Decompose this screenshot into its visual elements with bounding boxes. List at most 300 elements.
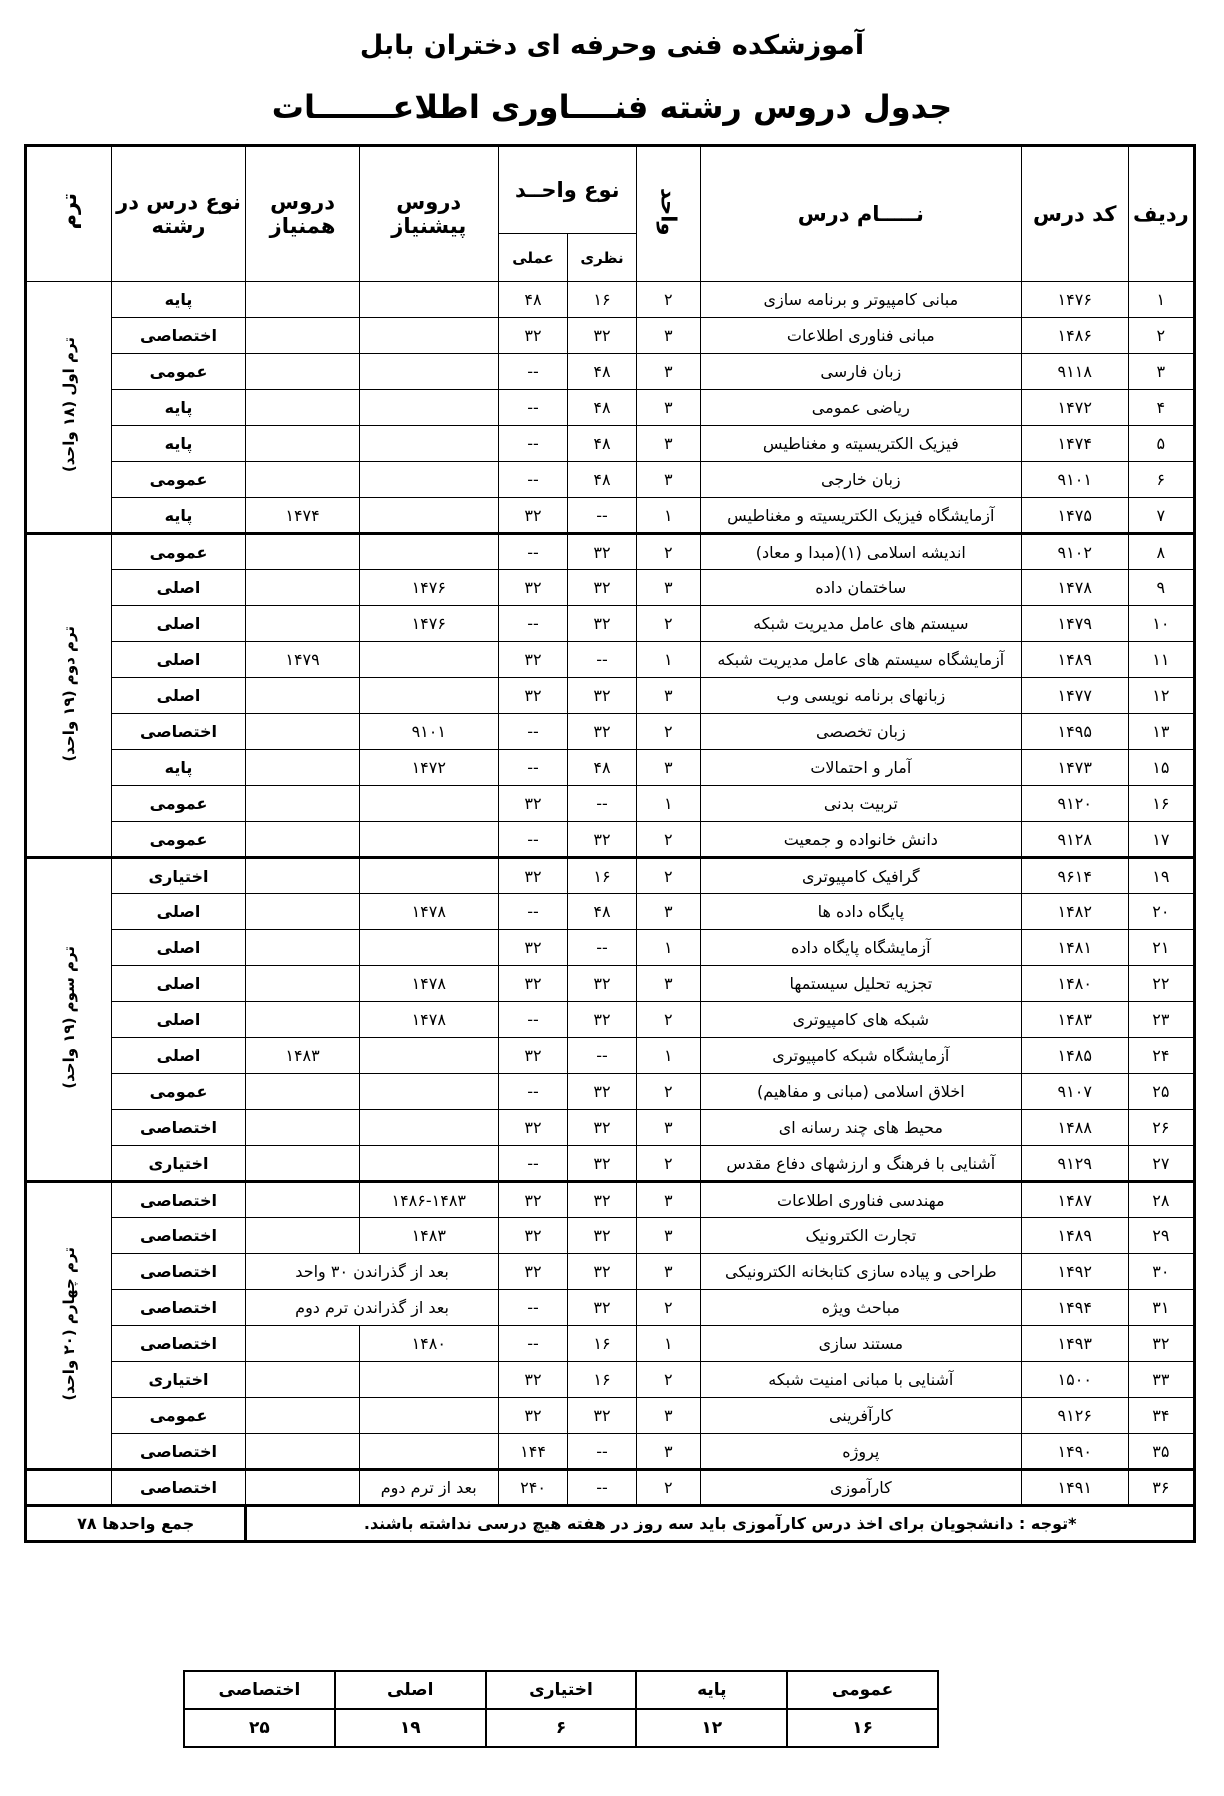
course-table: [24, 144, 1196, 1543]
course-code: ۱۴۸۹: [1021, 642, 1128, 678]
coreq-codes: [246, 426, 359, 462]
table-row: [26, 1398, 1195, 1434]
course-type: اصلی: [111, 678, 246, 714]
coreq-codes: [246, 1326, 359, 1362]
theory-hours: ۳۲: [568, 966, 636, 1002]
header-unit-type: نوع واحــد: [498, 146, 636, 234]
coreq-codes: [246, 318, 359, 354]
course-units: ۲: [636, 714, 700, 750]
course-code: ۹۱۲۶: [1021, 1398, 1128, 1434]
practical-hours: --: [498, 462, 568, 498]
row-number: ۱۳: [1128, 714, 1194, 750]
table-row: [26, 930, 1195, 966]
table-row: [26, 1038, 1195, 1074]
course-code: ۱۴۹۲: [1021, 1254, 1128, 1290]
course-name: آزمایشگاه شبکه کامپیوتری: [700, 1038, 1021, 1074]
course-code: ۱۴۸۸: [1021, 1110, 1128, 1146]
course-name: دانش خانواده و جمعیت: [700, 822, 1021, 858]
course-type: اصلی: [111, 642, 246, 678]
summary-value-specialized: ۲۵: [184, 1709, 335, 1747]
theory-hours: ۳۲: [568, 822, 636, 858]
table-row: [26, 570, 1195, 606]
course-type: اصلی: [111, 894, 246, 930]
course-name: پروژه: [700, 1434, 1021, 1470]
course-units: ۳: [636, 354, 700, 390]
header-practical: عملی: [498, 234, 568, 282]
course-type: اختصاصی: [111, 1110, 246, 1146]
term-label: ترم سوم (۱۹ واحد): [59, 946, 78, 1089]
row-number: ۱۰: [1128, 606, 1194, 642]
summary-header-general: عمومی: [787, 1671, 938, 1709]
prereq-codes: [359, 462, 498, 498]
practical-hours: ۴۸: [498, 282, 568, 318]
prereq-codes: [359, 1038, 498, 1074]
prereq-codes: [359, 282, 498, 318]
row-number: ۲۰: [1128, 894, 1194, 930]
row-number: ۲۱: [1128, 930, 1194, 966]
course-units: ۳: [636, 1182, 700, 1218]
course-name: زبان خارجی: [700, 462, 1021, 498]
header-coreq: دروس همنیاز: [246, 146, 359, 282]
course-code: ۱۴۹۳: [1021, 1326, 1128, 1362]
course-type: اصلی: [111, 930, 246, 966]
theory-hours: --: [568, 1038, 636, 1074]
internship-note: *توجه : دانشجویان برای اخذ درس کارآموزی باید سه روز در هفته هیچ درسی نداشته باشند.: [246, 1506, 1195, 1542]
practical-hours: ۱۴۴: [498, 1434, 568, 1470]
theory-hours: --: [568, 786, 636, 822]
course-type: اختصاصی: [111, 1254, 246, 1290]
theory-hours: ۱۶: [568, 282, 636, 318]
course-name: تجارت الکترونیک: [700, 1218, 1021, 1254]
prereq-codes: بعد از ترم دوم: [359, 1470, 498, 1506]
prereq-codes: [359, 1074, 498, 1110]
prereq-codes: ۱۴۷۸: [359, 894, 498, 930]
course-type: عمومی: [111, 822, 246, 858]
row-number: ۸: [1128, 534, 1194, 570]
course-name: مهندسی فناوری اطلاعات: [700, 1182, 1021, 1218]
course-code: ۱۴۷۴: [1021, 426, 1128, 462]
term-label-cell: [26, 1470, 112, 1506]
course-code: ۱۴۸۲: [1021, 894, 1128, 930]
row-number: ۲۸: [1128, 1182, 1194, 1218]
course-code: ۱۵۰۰: [1021, 1362, 1128, 1398]
theory-hours: ۳۲: [568, 606, 636, 642]
course-type: عمومی: [111, 462, 246, 498]
course-name: مستند سازی: [700, 1326, 1021, 1362]
theory-hours: ۱۶: [568, 1362, 636, 1398]
coreq-codes: [246, 1110, 359, 1146]
table-row: [26, 1146, 1195, 1182]
prereq-codes: [359, 354, 498, 390]
coreq-codes: [246, 714, 359, 750]
prereq-codes: ۱۴۷۶: [359, 570, 498, 606]
course-code: ۱۴۷۹: [1021, 606, 1128, 642]
coreq-codes: [246, 606, 359, 642]
header-units-text: واحد: [656, 187, 681, 236]
coreq-codes: [246, 930, 359, 966]
prereq-codes: ۱۴۷۸: [359, 1002, 498, 1038]
practical-hours: --: [498, 390, 568, 426]
page-title: جدول دروس رشته فنــــاوری اطلاعـــــــات: [271, 88, 953, 126]
theory-hours: --: [568, 498, 636, 534]
prereq-codes: [359, 1146, 498, 1182]
practical-hours: ۳۲: [498, 498, 568, 534]
coreq-codes: [246, 570, 359, 606]
summary-header-elective: اختیاری: [486, 1671, 637, 1709]
table-row: [26, 714, 1195, 750]
course-name: تربیت بدنی: [700, 786, 1021, 822]
row-number: ۳: [1128, 354, 1194, 390]
table-row: [26, 1290, 1195, 1326]
course-code: ۹۱۰۲: [1021, 534, 1128, 570]
coreq-codes: [246, 1146, 359, 1182]
course-units: ۳: [636, 462, 700, 498]
theory-hours: ۳۲: [568, 1002, 636, 1038]
course-type: اختصاصی: [111, 1182, 246, 1218]
practical-hours: ۳۲: [498, 1110, 568, 1146]
practical-hours: ۳۲: [498, 858, 568, 894]
practical-hours: ۳۲: [498, 1218, 568, 1254]
course-name: محیط های چند رسانه ای: [700, 1110, 1021, 1146]
prereq-codes: [359, 318, 498, 354]
course-units: ۲: [636, 1002, 700, 1038]
practical-hours: --: [498, 1146, 568, 1182]
course-name: زبانهای برنامه نویسی وب: [700, 678, 1021, 714]
practical-hours: ۳۲: [498, 1362, 568, 1398]
course-type: اصلی: [111, 606, 246, 642]
term-label-cell: [26, 534, 112, 858]
table-row: [26, 786, 1195, 822]
practical-hours: --: [498, 354, 568, 390]
table-row: [26, 318, 1195, 354]
practical-hours: ۳۲: [498, 1182, 568, 1218]
prereq-codes: [359, 1398, 498, 1434]
table-row: [26, 1110, 1195, 1146]
header-term-text: ترم: [56, 193, 81, 230]
course-name: آزمایشگاه فیزیک الکتریسیته و مغناطیس: [700, 498, 1021, 534]
course-type: اصلی: [111, 570, 246, 606]
practical-hours: --: [498, 714, 568, 750]
summary-header-main: اصلی: [335, 1671, 486, 1709]
header-term: [26, 146, 112, 282]
coreq-codes: [246, 786, 359, 822]
course-name: آشنایی با فرهنگ و ارزشهای دفاع مقدس: [700, 1146, 1021, 1182]
course-code: ۱۴۹۵: [1021, 714, 1128, 750]
prereq-codes: [359, 642, 498, 678]
row-number: ۲۳: [1128, 1002, 1194, 1038]
course-code: ۱۴۸۷: [1021, 1182, 1128, 1218]
table-row: [26, 678, 1195, 714]
table-row: [26, 390, 1195, 426]
course-type: عمومی: [111, 1398, 246, 1434]
practical-hours: ۳۲: [498, 1038, 568, 1074]
course-units: ۳: [636, 1254, 700, 1290]
course-name: اخلاق اسلامی (مبانی و مفاهیم): [700, 1074, 1021, 1110]
course-type: عمومی: [111, 354, 246, 390]
course-units: ۲: [636, 822, 700, 858]
course-units: ۳: [636, 570, 700, 606]
row-number: ۳۳: [1128, 1362, 1194, 1398]
row-number: ۱۲: [1128, 678, 1194, 714]
row-number: ۲۵: [1128, 1074, 1194, 1110]
course-units: ۲: [636, 282, 700, 318]
prereq-codes: [359, 498, 498, 534]
course-body: [26, 282, 1195, 1506]
course-code: ۱۴۹۴: [1021, 1290, 1128, 1326]
table-row: [26, 282, 1195, 318]
course-name: آزمایشگاه سیستم های عامل مدیریت شبکه: [700, 642, 1021, 678]
course-type: پایه: [111, 426, 246, 462]
course-name: کارآموزی: [700, 1470, 1021, 1506]
prereq-codes: [359, 822, 498, 858]
course-units: ۳: [636, 894, 700, 930]
course-type: اختیاری: [111, 858, 246, 894]
row-number: ۳۶: [1128, 1470, 1194, 1506]
coreq-codes: ۱۴۷۴: [246, 498, 359, 534]
table-row: [26, 462, 1195, 498]
practical-hours: --: [498, 1074, 568, 1110]
prereq-codes: ۱۴۷۶: [359, 606, 498, 642]
theory-hours: ۳۲: [568, 714, 636, 750]
coreq-codes: [246, 1434, 359, 1470]
theory-hours: ۳۲: [568, 1074, 636, 1110]
course-type: عمومی: [111, 1074, 246, 1110]
row-number: ۳۵: [1128, 1434, 1194, 1470]
course-type: پایه: [111, 282, 246, 318]
term-label-cell: [26, 282, 112, 534]
table-row: [26, 1470, 1195, 1506]
course-code: ۹۱۰۱: [1021, 462, 1128, 498]
term-label-cell: [26, 1182, 112, 1470]
header-units: [636, 146, 700, 282]
prereq-codes: [359, 1434, 498, 1470]
practical-hours: ۳۲: [498, 786, 568, 822]
table-row: [26, 534, 1195, 570]
theory-hours: ۴۸: [568, 462, 636, 498]
course-name: سیستم های عامل مدیریت شبکه: [700, 606, 1021, 642]
course-name: مباحث ویژه: [700, 1290, 1021, 1326]
course-units: ۳: [636, 678, 700, 714]
course-code: ۱۴۷۶: [1021, 282, 1128, 318]
coreq-codes: [246, 750, 359, 786]
row-number: ۳۰: [1128, 1254, 1194, 1290]
theory-hours: ۳۲: [568, 1254, 636, 1290]
table-row: [26, 1218, 1195, 1254]
coreq-codes: [246, 1002, 359, 1038]
prereq-codes: [359, 426, 498, 462]
course-units: ۲: [636, 1362, 700, 1398]
prereq-codes: [359, 1362, 498, 1398]
prereq-note: بعد از گذراندن ترم دوم: [246, 1290, 498, 1326]
theory-hours: --: [568, 1470, 636, 1506]
course-type: اختصاصی: [111, 714, 246, 750]
row-number: ۲۷: [1128, 1146, 1194, 1182]
theory-hours: ۳۲: [568, 1218, 636, 1254]
course-type: عمومی: [111, 534, 246, 570]
coreq-codes: [246, 462, 359, 498]
theory-hours: ۳۲: [568, 1398, 636, 1434]
row-number: ۱۶: [1128, 786, 1194, 822]
course-type: اختصاصی: [111, 1470, 246, 1506]
course-code: ۱۴۸۳: [1021, 1002, 1128, 1038]
practical-hours: ۳۲: [498, 318, 568, 354]
row-number: ۵: [1128, 426, 1194, 462]
coreq-codes: [246, 390, 359, 426]
row-number: ۲۲: [1128, 966, 1194, 1002]
course-name: پایگاه داده ها: [700, 894, 1021, 930]
row-number: ۲۹: [1128, 1218, 1194, 1254]
practical-hours: --: [498, 426, 568, 462]
table-row: [26, 1362, 1195, 1398]
prereq-codes: [359, 390, 498, 426]
coreq-codes: [246, 354, 359, 390]
prereq-codes: ۹۱۰۱: [359, 714, 498, 750]
prereq-note: بعد از گذراندن ۳۰ واحد: [246, 1254, 498, 1290]
prereq-codes: ۱۴۸۳: [359, 1218, 498, 1254]
course-units: ۱: [636, 1038, 700, 1074]
header-theory: نظری: [568, 234, 636, 282]
coreq-codes: [246, 894, 359, 930]
row-number: ۴: [1128, 390, 1194, 426]
practical-hours: ۳۲: [498, 930, 568, 966]
theory-hours: ۳۲: [568, 1182, 636, 1218]
course-units: ۳: [636, 750, 700, 786]
term-label-cell: [26, 858, 112, 1182]
theory-hours: ۳۲: [568, 534, 636, 570]
course-code: ۱۴۸۵: [1021, 1038, 1128, 1074]
practical-hours: --: [498, 606, 568, 642]
practical-hours: ۳۲: [498, 1398, 568, 1434]
row-number: ۱۹: [1128, 858, 1194, 894]
course-code: ۹۱۰۷: [1021, 1074, 1128, 1110]
table-row: [26, 894, 1195, 930]
course-type: اختیاری: [111, 1362, 246, 1398]
course-name: مبانی کامپیوتر و برنامه سازی: [700, 282, 1021, 318]
course-type: اختصاصی: [111, 1326, 246, 1362]
school-title: آموزشکده فنی وحرفه ای دختران بابل: [359, 30, 865, 61]
header-code: کد درس: [1021, 146, 1128, 282]
coreq-codes: [246, 534, 359, 570]
course-name: ساختمان داده: [700, 570, 1021, 606]
practical-hours: --: [498, 1326, 568, 1362]
theory-hours: ۴۸: [568, 894, 636, 930]
theory-hours: --: [568, 642, 636, 678]
total-units: جمع واحدها ۷۸: [26, 1506, 246, 1542]
coreq-codes: ۱۴۸۳: [246, 1038, 359, 1074]
course-units: ۱: [636, 786, 700, 822]
theory-hours: ۴۸: [568, 750, 636, 786]
course-name: آزمایشگاه پایگاه داده: [700, 930, 1021, 966]
course-type: اصلی: [111, 1038, 246, 1074]
course-code: ۱۴۷۸: [1021, 570, 1128, 606]
course-name: ریاضی عمومی: [700, 390, 1021, 426]
summary-value-basic: ۱۲: [636, 1709, 787, 1747]
course-name: گرافیک کامپیوتری: [700, 858, 1021, 894]
course-name: زبان فارسی: [700, 354, 1021, 390]
course-name: شبکه های کامپیوتری: [700, 1002, 1021, 1038]
course-units: ۳: [636, 1110, 700, 1146]
term-label: ترم دوم (۱۹ واحد): [59, 625, 78, 762]
course-units: ۳: [636, 318, 700, 354]
course-code: ۹۱۱۸: [1021, 354, 1128, 390]
course-name: کارآفرینی: [700, 1398, 1021, 1434]
course-code: ۱۴۷۲: [1021, 390, 1128, 426]
row-number: ۳۱: [1128, 1290, 1194, 1326]
table-row: [26, 1434, 1195, 1470]
course-code: ۱۴۸۱: [1021, 930, 1128, 966]
coreq-codes: [246, 966, 359, 1002]
theory-hours: ۳۲: [568, 318, 636, 354]
practical-hours: --: [498, 1002, 568, 1038]
coreq-codes: [246, 1362, 359, 1398]
term-label: ترم چهارم (۲۰ واحد): [59, 1246, 78, 1401]
summary-table: [183, 1670, 939, 1748]
practical-hours: ۳۲: [498, 1254, 568, 1290]
table-row: [26, 498, 1195, 534]
header-type: نوع درس در رشته: [111, 146, 246, 282]
row-number: ۳۴: [1128, 1398, 1194, 1434]
coreq-codes: [246, 1218, 359, 1254]
course-name: طراحی و پیاده سازی کتابخانه الکترونیکی: [700, 1254, 1021, 1290]
course-units: ۱: [636, 498, 700, 534]
course-units: ۲: [636, 1290, 700, 1326]
course-units: ۳: [636, 1398, 700, 1434]
practical-hours: ۲۴۰: [498, 1470, 568, 1506]
row-number: ۶: [1128, 462, 1194, 498]
summary-header-specialized: اختصاصی: [184, 1671, 335, 1709]
theory-hours: ۱۶: [568, 1326, 636, 1362]
table-row: [26, 1182, 1195, 1218]
course-type: اختصاصی: [111, 1290, 246, 1326]
coreq-codes: [246, 822, 359, 858]
term-label: ترم اول (۱۸ واحد): [59, 337, 78, 473]
course-units: ۳: [636, 426, 700, 462]
coreq-codes: [246, 858, 359, 894]
coreq-codes: ۱۴۷۹: [246, 642, 359, 678]
theory-hours: ۴۸: [568, 354, 636, 390]
course-code: ۱۴۸۹: [1021, 1218, 1128, 1254]
row-number: ۳۲: [1128, 1326, 1194, 1362]
table-row: [26, 1074, 1195, 1110]
course-type: اصلی: [111, 966, 246, 1002]
row-number: ۲: [1128, 318, 1194, 354]
table-row: [26, 354, 1195, 390]
practical-hours: --: [498, 822, 568, 858]
practical-hours: --: [498, 894, 568, 930]
theory-hours: ۴۸: [568, 390, 636, 426]
prereq-codes: ۱۴۸۶-۱۴۸۳: [359, 1182, 498, 1218]
practical-hours: --: [498, 750, 568, 786]
course-type: اختیاری: [111, 1146, 246, 1182]
row-number: ۱۷: [1128, 822, 1194, 858]
coreq-codes: [246, 282, 359, 318]
course-type: اختصاصی: [111, 318, 246, 354]
table-row: [26, 1002, 1195, 1038]
practical-hours: ۳۲: [498, 966, 568, 1002]
theory-hours: ۳۲: [568, 1146, 636, 1182]
course-name: آمار و احتمالات: [700, 750, 1021, 786]
practical-hours: ۳۲: [498, 642, 568, 678]
course-code: ۱۴۹۰: [1021, 1434, 1128, 1470]
practical-hours: ۳۲: [498, 678, 568, 714]
row-number: ۱۱: [1128, 642, 1194, 678]
course-units: ۲: [636, 534, 700, 570]
theory-hours: --: [568, 930, 636, 966]
row-number: ۲۴: [1128, 1038, 1194, 1074]
theory-hours: --: [568, 1434, 636, 1470]
summary-header-basic: پایه: [636, 1671, 787, 1709]
course-units: ۲: [636, 858, 700, 894]
